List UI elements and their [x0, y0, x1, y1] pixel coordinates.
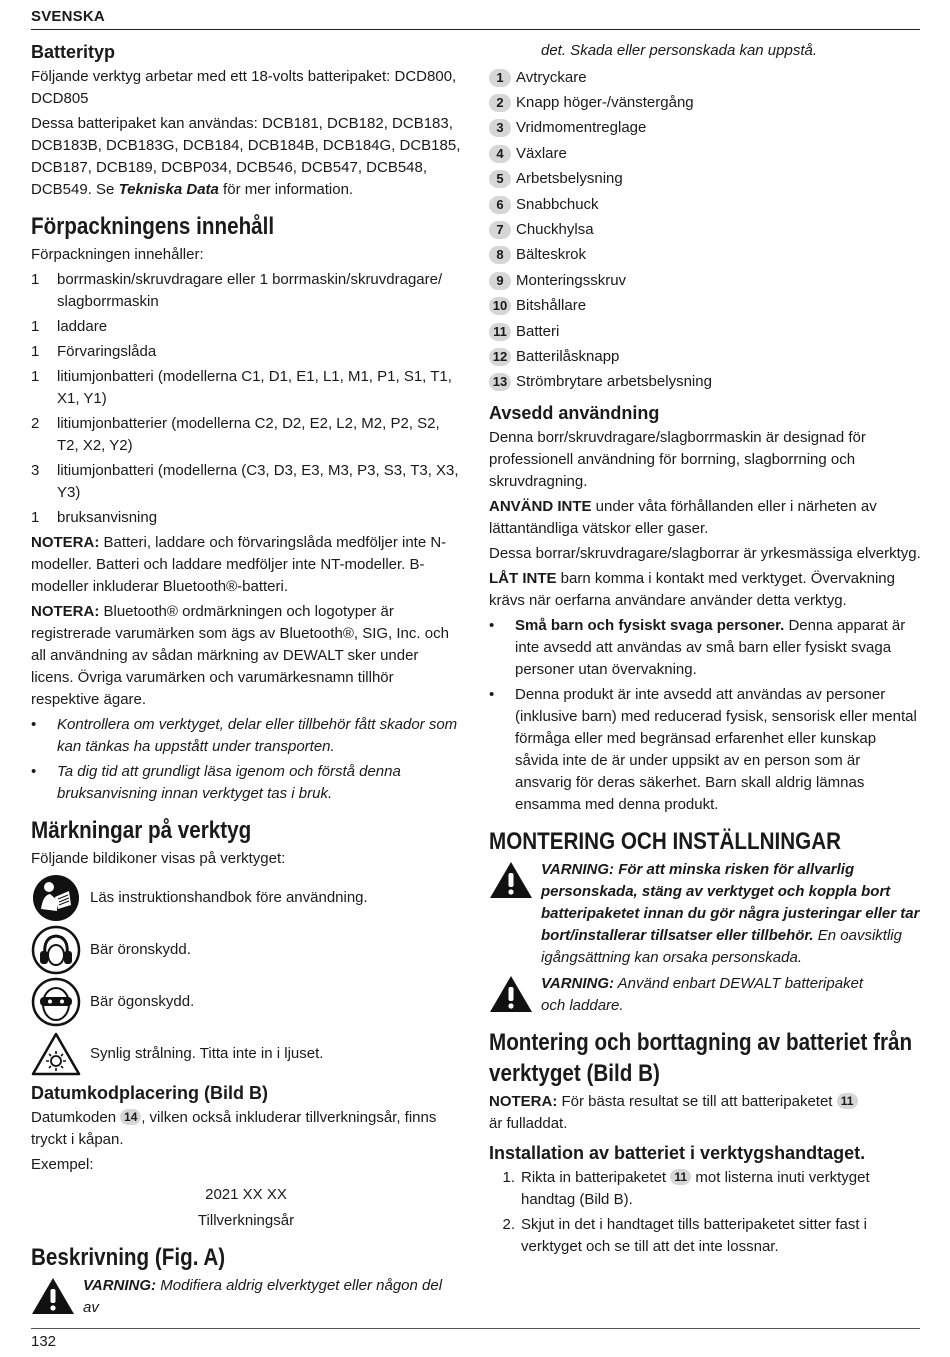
note-models: NOTERA: Batteri, laddare och förvaringslåda medföljer inte N-modeller. Batteri och laddare medföljer inte NT-modeller. B-modeller inkluderar Bluetooth®-batteri. — [31, 534, 447, 595]
list-item: 3 litiumjonbatteri (modellerna (C3, D3, E3, M3, P3, S3, T3, X3, Y3) — [31, 462, 459, 501]
list-item: 1 Avtryckare — [489, 65, 921, 90]
visible-radiation-icon — [31, 1031, 81, 1077]
marking-row — [31, 873, 461, 923]
list-item: 7 Chuckhylsa — [489, 217, 921, 242]
marking-row — [31, 977, 461, 1027]
list-item: 1 Förvaringslåda — [31, 343, 157, 360]
marking-row — [31, 925, 461, 975]
datecode-example-caption: Tillverkningsår — [197, 1212, 295, 1229]
list-item: 1. Rikta in batteripaketet 11 mot listerna inuti verktyget handtag (Bild B). — [502, 1169, 870, 1209]
warning-icon — [489, 861, 533, 899]
warning-icon — [489, 975, 533, 1013]
datecode-example-code: 2021 XX XX — [205, 1186, 287, 1203]
list-item: • Ta dig tid att grundligt läsa igenom och förstå denna bruksanvisning innan verktyget tas i bruk. — [31, 763, 401, 802]
battery-install-subheading: Installation av batteriet i verktygshandtaget. — [489, 1143, 866, 1164]
read-manual-icon — [31, 873, 81, 923]
list-item: 11 Batteri — [489, 319, 921, 344]
list-item: 10 Bitshållare — [489, 294, 921, 319]
list-item: 12 Batterilåsknapp — [489, 344, 921, 369]
package-contents-list — [31, 269, 461, 529]
intended-use-para3: Dessa borrar/skruvdragare/slagborrar är yrkesmässiga elverktyg. — [489, 545, 921, 563]
assembly-warning-2: VARNING: Använd enbart DEWALT batteripaket och laddare. — [489, 973, 921, 1017]
package-intro: Förpackningen innehåller: — [31, 246, 204, 263]
battery-install-steps — [489, 1167, 921, 1258]
assembly-heading: MONTERING OCH INSTÄLLNINGAR — [489, 828, 842, 856]
intended-use-bullets — [489, 615, 921, 816]
list-item: 2 litiumjonbatterier (modellerna C2, D2, E2, L2, M2, P2, S2, T2, X2, Y2) — [31, 415, 440, 454]
battery-type-para1: Följande verktyg arbetar med ett 18-volts batteripaket: DCD800, DCD805 — [31, 68, 457, 107]
page-header-language: SVENSKA — [31, 8, 105, 25]
ear-protection-icon — [31, 925, 81, 975]
list-item: 2. Skjut in det i handtaget tills batteripaketet sitter fast i verktyget och se till att det inte lossnar. — [502, 1216, 868, 1256]
battery-type-heading: Batterityp — [31, 42, 116, 62]
eye-protection-icon — [31, 977, 81, 1027]
list-item: 1 borrmaskin/skruvdragare eller 1 borrmaskin/skruvdragare/ slagborrmaskin — [31, 271, 443, 310]
footer-rule — [31, 1328, 920, 1329]
description-warning: VARNING: Modifiera aldrig elverktyget eller någon del av — [31, 1275, 461, 1319]
description-warning-continued: det. Skada eller personskada kan uppstå. — [541, 42, 818, 59]
header-rule — [31, 29, 920, 30]
intended-use-donot: ANVÄND INTE under våta förhållanden eller i närheten av lättantändliga vätskor eller gaser. — [489, 498, 877, 538]
list-item: • Små barn och fysiskt svaga personer. Denna apparat är inte avsedd att användas av små barn eller fysiskt svaga personer utan övervakning. — [489, 617, 906, 679]
marking-text: Bär öronskydd. — [90, 941, 191, 958]
ref-badge: 14 — [120, 1109, 141, 1125]
datecode-heading: Datumkodplacering (Bild B) — [31, 1083, 269, 1103]
page-number: 132 — [31, 1333, 57, 1350]
parts-list — [489, 65, 921, 395]
list-item: • Denna produkt är inte avsedd att användas av personer (inklusive barn) med reducerad fysisk, sensorisk eller mental förmåga eller med begränsad erfarenhet eller kunskap såvida inte de är under uppsikt av en person som är ansvarig för deras säkerhet. Barn skall aldrig lämnas ensamma med denna produkt. — [489, 686, 917, 814]
right-column — [489, 40, 921, 1261]
ref-badge: 11 — [837, 1093, 858, 1109]
package-contents-heading: Förpackningens innehåll — [31, 213, 275, 240]
intended-use-para1: Denna borr/skruvdragare/slagborrmaskin är designad för professionell användning för borrning, slagborrning och skruvdragning. — [489, 429, 866, 491]
intended-use-letnot: LÅT INTE barn komma i kontakt med verktyget. Övervakning krävs när oerfarna användare använder detta verktyg. — [489, 570, 895, 610]
note-bluetooth: NOTERA: Bluetooth® ordmärkningen och logotyper är registrerade varumärken som ägs av Bluetooth®, SIG, Inc. och all användning av sådan märkning av DEWALT sker under licens. Övriga varumärken och varumärkesnamn tillhör respektive ägare. — [31, 603, 449, 708]
assembly-warning-1: VARNING: För att minska risken för allvarlig personskada, stäng av verktyget och koppla bort batteripaketet innan du gör några justeringar eller tar bort/installerar tillsatser eller tillbehör. En oavsiktlig igångsättning kan orsaka personskada. — [489, 859, 921, 969]
datecode-text: Datumkoden 14 , vilken också inkluderar tillverkningsår, finns tryckt i kåpan. — [31, 1109, 437, 1148]
marking-text: Läs instruktionshandbok före användning. — [90, 889, 368, 906]
ref-badge: 11 — [670, 1169, 691, 1185]
battery-type-para2: Dessa batteripaket kan användas: DCB181, DCB182, DCB183, DCB183B, DCB183G, DCB184, DCB184B, DCB184G, DCB185, DCB187, DCB189, DCBP034, DCB546, DCB547, DCB548, DCB549. Se Tekniska Data för mer information. — [31, 115, 461, 198]
list-item: 1 litiumjonbatteri (modellerna C1, D1, E1, L1, M1, P1, S1, T1, X1, Y1) — [31, 368, 452, 407]
list-item: • Kontrollera om verktyget, delar eller tillbehör fått skador som kan tänkas ha uppstått under transporten. — [31, 716, 458, 755]
list-item: 13 Strömbrytare arbetsbelysning — [489, 370, 921, 395]
list-item: 9 Monteringsskruv — [489, 268, 921, 293]
list-item: 6 Snabbchuck — [489, 192, 921, 217]
left-column — [31, 40, 461, 1323]
battery-mount-heading: Montering och borttagning av batteriet från verktyget (Bild B) — [489, 1029, 913, 1088]
description-heading: Beskrivning (Fig. A) — [31, 1244, 226, 1271]
list-item: 3 Vridmomentreglage — [489, 116, 921, 141]
list-item: 1 laddare — [31, 318, 108, 335]
intended-use-heading: Avsedd användning — [489, 403, 660, 424]
list-item: 2 Knapp höger-/vänstergång — [489, 90, 921, 115]
package-bullets — [31, 714, 461, 805]
battery-mount-note: NOTERA: För bästa resultat se till att batteripaketet 11 är fulladdat. — [489, 1091, 869, 1135]
list-item: 5 Arbetsbelysning — [489, 167, 921, 192]
list-item: 1 bruksanvisning — [31, 509, 158, 526]
list-item: 4 Växlare — [489, 141, 921, 166]
marking-text: Bär ögonskydd. — [90, 993, 195, 1010]
marking-row — [31, 1029, 461, 1079]
datecode-example-label: Exempel: — [31, 1156, 94, 1173]
list-item: 8 Bälteskrok — [489, 243, 921, 268]
markings-intro: Följande bildikoner visas på verktyget: — [31, 850, 286, 867]
warning-icon — [31, 1277, 75, 1315]
markings-heading: Märkningar på verktyg — [31, 817, 252, 844]
marking-text: Synlig strålning. Titta inte in i ljuset. — [90, 1045, 324, 1062]
